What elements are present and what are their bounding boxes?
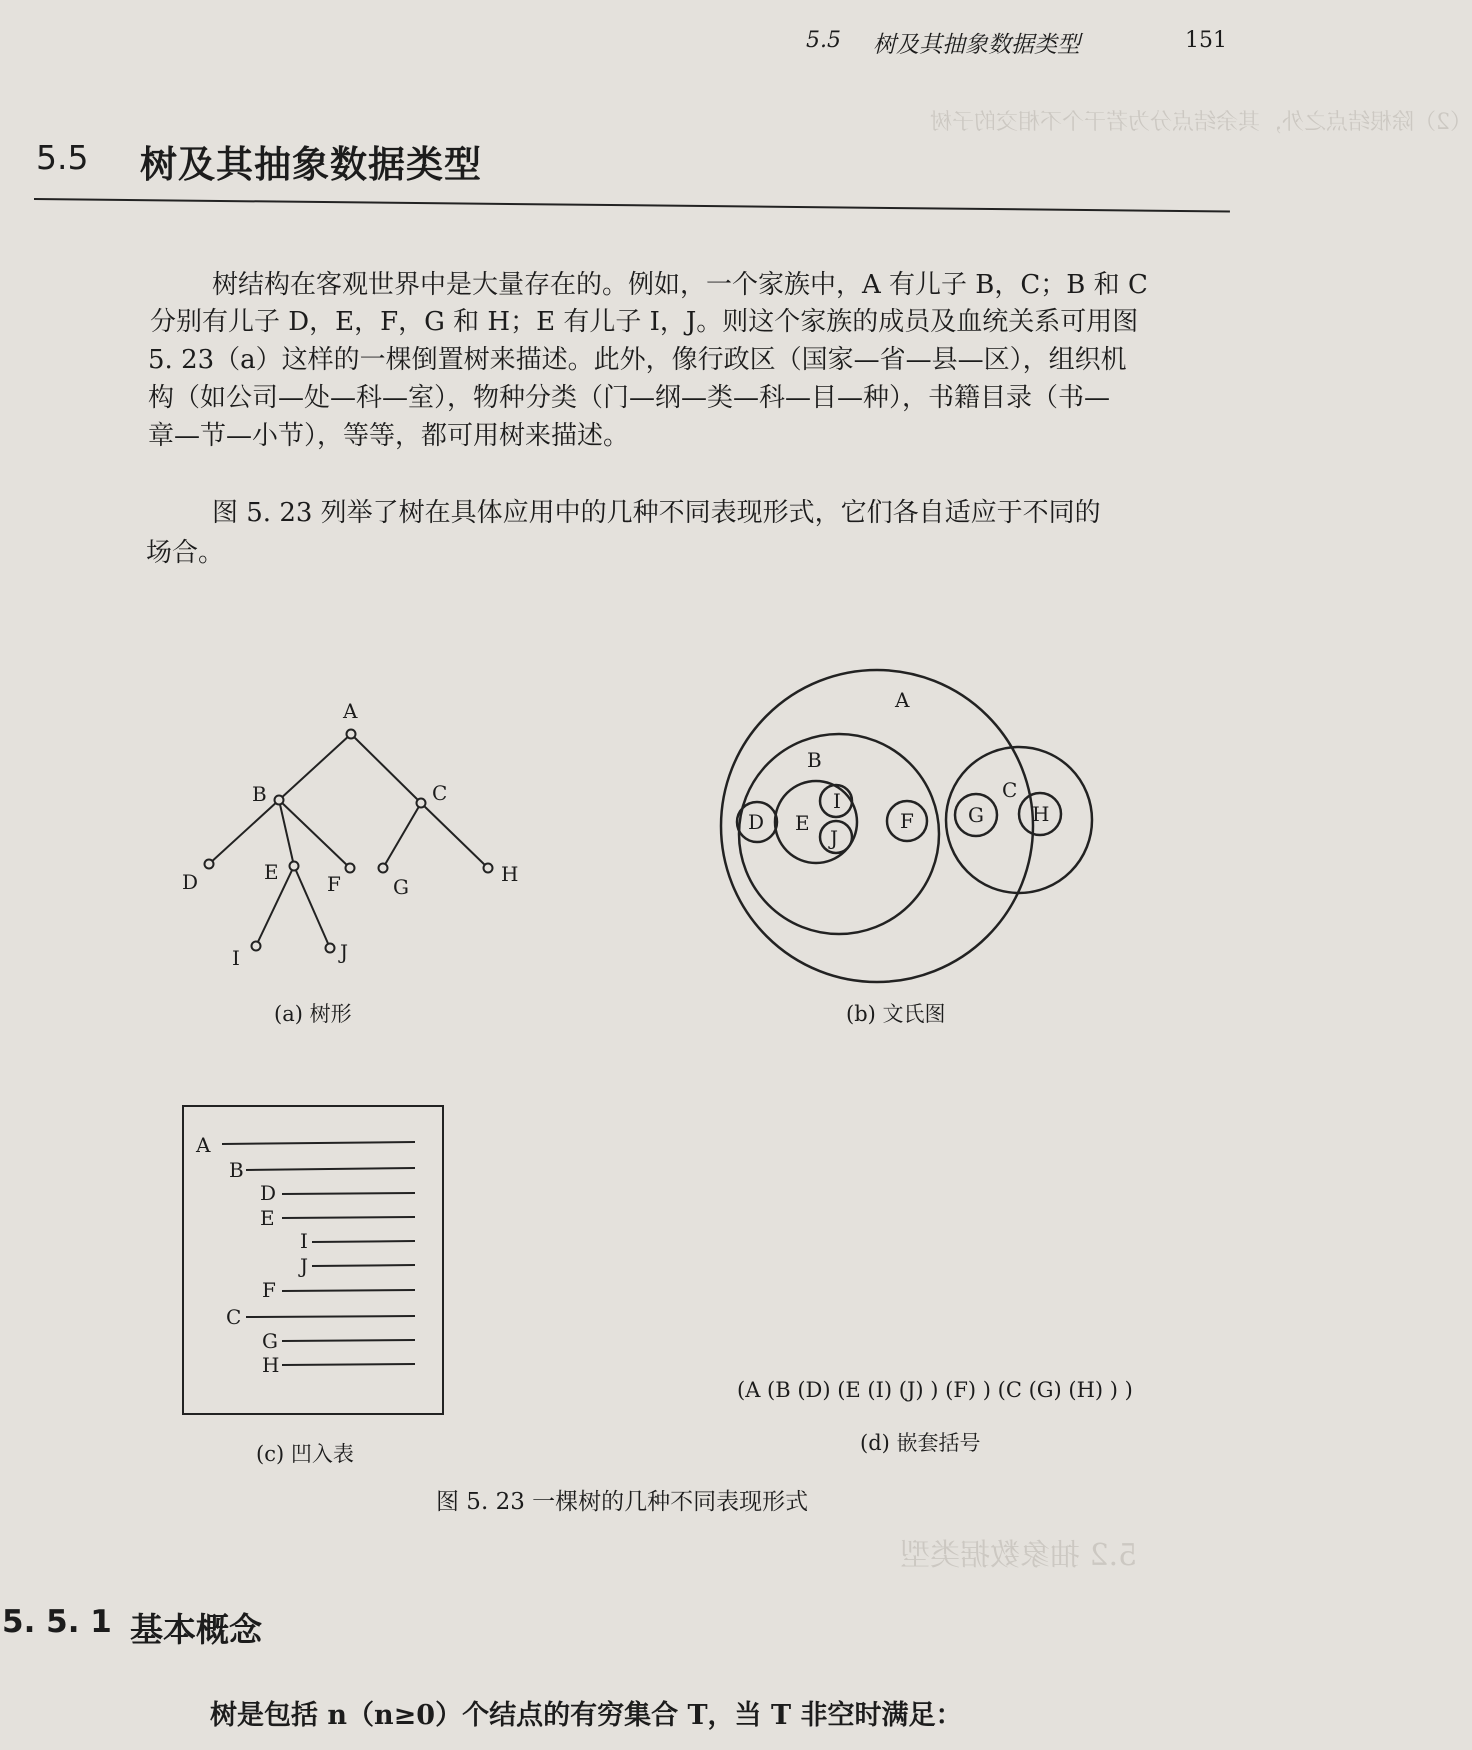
paragraph-line: 5. 23（a）这样的一棵倒置树来描述。此外，像行政区（国家—省—县—区），组织机 (148, 345, 1127, 375)
caption-a: (a) 树形 (274, 1002, 352, 1026)
tree-label-c: C (432, 781, 448, 805)
indent-label-b: B (229, 1158, 244, 1182)
venn-label-a: A (895, 688, 910, 712)
tree-label-d: D (182, 870, 199, 894)
subsection-title: 基本概念 (130, 1610, 262, 1649)
tree-label-a: A (343, 699, 358, 723)
tree-node-e (290, 862, 299, 871)
tree-node-j (326, 944, 335, 953)
indent-label-f: F (262, 1278, 276, 1302)
tree-node-d (205, 860, 214, 869)
indent-label-j: J (300, 1254, 309, 1278)
tree-diagram (209, 734, 488, 948)
definition-text: 树是包括 n（n≥0）个结点的有穷集合 T，当 T 非空时满足： (210, 1700, 963, 1731)
paragraph-line: 分别有儿子 D，E，F，G 和 H；E 有儿子 I，J。则这个家族的成员及血统关系可用图 (150, 307, 1139, 337)
tree-node-f (346, 864, 355, 873)
tree-label-g: G (393, 875, 409, 899)
tree-node-c (417, 799, 426, 808)
tree-label-e: E (264, 860, 279, 884)
indent-label-a: A (196, 1133, 211, 1157)
paragraph-line: 构（如公司—处—科—室），物种分类（门—纲—类—科—目—种），书籍目录（书— (148, 383, 1111, 413)
paragraph-line: 图 5. 23 列举了树在具体应用中的几种不同表现形式，它们各自适应于不同的 (212, 498, 1101, 528)
nested-parens: (A (B (D) (E (I) (J) ) (F) ) (C (G) (H) ) ) (737, 1378, 1133, 1402)
indent-label-h: H (262, 1353, 280, 1377)
venn-label-d: D (748, 810, 765, 834)
page-number: 151 (1185, 28, 1227, 53)
section-number: 5.5 (36, 138, 89, 177)
tree-label-b: B (252, 782, 267, 806)
venn-label-g: G (968, 803, 984, 827)
venn-label-h: H (1032, 802, 1050, 826)
indent-table-frame (182, 1105, 444, 1415)
paragraph-line: 树结构在客观世界中是大量存在的。例如，一个家族中，A 有儿子 B，C；B 和 C (212, 270, 1148, 300)
tree-node-i (252, 942, 261, 951)
section-title: 树及其抽象数据类型 (140, 143, 482, 186)
tree-label-h: H (501, 862, 519, 886)
header-section-title: 树及其抽象数据类型 (873, 32, 1080, 58)
tree-node-b (275, 796, 284, 805)
indent-label-c: C (226, 1305, 242, 1329)
tree-label-j: J (340, 940, 349, 964)
venn-label-c: C (1002, 778, 1018, 802)
venn-label-b: B (807, 748, 822, 772)
header-section-number: 5.5 (806, 28, 841, 53)
tree-label-i: I (232, 946, 240, 970)
indent-label-g: G (262, 1329, 278, 1353)
tree-node-g (379, 864, 388, 873)
subsection-number: 5. 5. 1 (2, 1604, 112, 1640)
indent-label-d: D (260, 1181, 277, 1205)
venn-label-e: E (795, 811, 810, 835)
tree-node-h (484, 864, 493, 873)
bleed-through-heading: 5.2 抽象数据类型 (900, 1538, 1138, 1573)
tree-label-f: F (327, 872, 341, 896)
caption-b: (b) 文氏图 (846, 1002, 946, 1026)
indent-label-e: E (260, 1206, 275, 1230)
tree-node-a (347, 730, 356, 739)
venn-label-f: F (900, 809, 914, 833)
paragraph-line: 章—节—小节），等等，都可用树来描述。 (148, 421, 630, 451)
indent-label-i: I (300, 1229, 308, 1253)
figure-caption: 图 5. 23 一棵树的几种不同表现形式 (436, 1489, 809, 1515)
venn-label-j: J (830, 826, 839, 850)
caption-d: (d) 嵌套括号 (860, 1431, 981, 1455)
caption-c: (c) 凹入表 (256, 1442, 354, 1466)
bleed-through-text: （2）除根结点之外，其余结点分为若干个不相交的子树 (930, 110, 1472, 135)
venn-label-i: I (833, 789, 841, 813)
paragraph-line: 场合。 (146, 538, 225, 568)
